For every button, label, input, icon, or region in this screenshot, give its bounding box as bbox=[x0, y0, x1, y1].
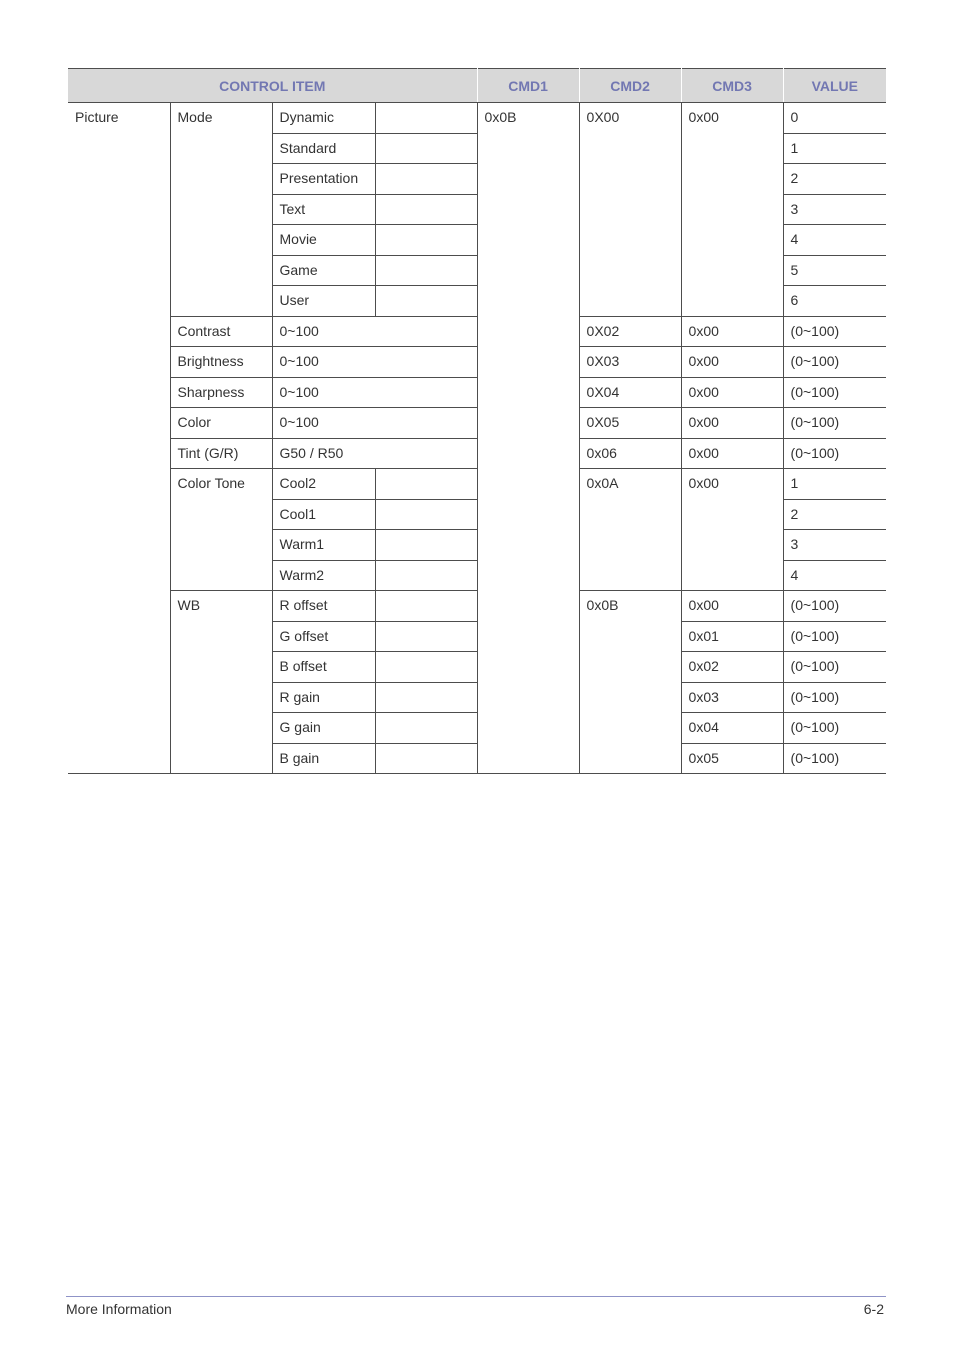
value-cell: (0~100) bbox=[783, 713, 886, 744]
table-row bbox=[68, 103, 886, 134]
range-cell: 0~100 bbox=[272, 377, 477, 408]
cmd3-cell: 0x03 bbox=[681, 682, 783, 713]
value-cell: (0~100) bbox=[783, 438, 886, 469]
cmd1-cell: 0x0B bbox=[477, 103, 579, 774]
table-row bbox=[68, 408, 886, 439]
item-name: Standard bbox=[272, 133, 375, 164]
item-name: Dynamic bbox=[272, 103, 375, 134]
item-name: G offset bbox=[272, 621, 375, 652]
cmd2-cell: 0X05 bbox=[579, 408, 681, 439]
item-name: Movie bbox=[272, 225, 375, 256]
cmd2-cell: 0X03 bbox=[579, 347, 681, 378]
header-cmd2: CMD2 bbox=[579, 69, 681, 103]
cmd2-cell: 0X02 bbox=[579, 316, 681, 347]
cmd3-cell: 0x04 bbox=[681, 713, 783, 744]
item-name: Warm1 bbox=[272, 530, 375, 561]
group-label-mode: Mode bbox=[170, 103, 272, 317]
group-label: Contrast bbox=[170, 316, 272, 347]
header-cmd3: CMD3 bbox=[681, 69, 783, 103]
group-label-color-tone: Color Tone bbox=[170, 469, 272, 591]
blank-cell bbox=[375, 255, 477, 286]
value-cell: 2 bbox=[783, 499, 886, 530]
value-cell: (0~100) bbox=[783, 591, 886, 622]
table-row bbox=[68, 347, 886, 378]
cmd2-cell: 0x0A bbox=[579, 469, 681, 591]
value-cell: 1 bbox=[783, 469, 886, 500]
value-cell: (0~100) bbox=[783, 347, 886, 378]
group-label: Brightness bbox=[170, 347, 272, 378]
group-label: Sharpness bbox=[170, 377, 272, 408]
item-name: Warm2 bbox=[272, 560, 375, 591]
blank-cell bbox=[375, 103, 477, 134]
group-label: Tint (G/R) bbox=[170, 438, 272, 469]
blank-cell bbox=[375, 133, 477, 164]
value-cell: (0~100) bbox=[783, 377, 886, 408]
table-row bbox=[68, 316, 886, 347]
blank-cell bbox=[375, 164, 477, 195]
item-name: G gain bbox=[272, 713, 375, 744]
blank-cell bbox=[375, 743, 477, 774]
range-cell: 0~100 bbox=[272, 408, 477, 439]
footer-page-number: 6-2 bbox=[863, 1301, 884, 1317]
cmd2-cell: 0X04 bbox=[579, 377, 681, 408]
value-cell: 2 bbox=[783, 164, 886, 195]
value-cell: 3 bbox=[783, 194, 886, 225]
category-cell: Picture bbox=[68, 103, 170, 774]
item-name: B gain bbox=[272, 743, 375, 774]
value-cell: 4 bbox=[783, 225, 886, 256]
blank-cell bbox=[375, 499, 477, 530]
table-row bbox=[68, 591, 886, 622]
group-label: Color bbox=[170, 408, 272, 439]
cmd2-cell: 0x06 bbox=[579, 438, 681, 469]
value-cell: 6 bbox=[783, 286, 886, 317]
item-name: Presentation bbox=[272, 164, 375, 195]
header-cmd1: CMD1 bbox=[477, 69, 579, 103]
cmd2-cell: 0X00 bbox=[579, 103, 681, 317]
header-value: VALUE bbox=[783, 69, 886, 103]
cmd3-cell: 0x00 bbox=[681, 377, 783, 408]
value-cell: (0~100) bbox=[783, 652, 886, 683]
footer-divider bbox=[66, 1296, 886, 1297]
table-row bbox=[68, 438, 886, 469]
item-name: R gain bbox=[272, 682, 375, 713]
control-table bbox=[68, 68, 886, 774]
value-cell: 3 bbox=[783, 530, 886, 561]
cmd3-cell: 0x00 bbox=[681, 316, 783, 347]
blank-cell bbox=[375, 194, 477, 225]
header-row bbox=[68, 69, 886, 103]
cmd3-cell: 0x01 bbox=[681, 621, 783, 652]
blank-cell bbox=[375, 591, 477, 622]
range-cell: 0~100 bbox=[272, 347, 477, 378]
cmd3-cell: 0x00 bbox=[681, 347, 783, 378]
blank-cell bbox=[375, 652, 477, 683]
item-name: Game bbox=[272, 255, 375, 286]
blank-cell bbox=[375, 225, 477, 256]
item-name: User bbox=[272, 286, 375, 317]
cmd3-cell: 0x00 bbox=[681, 438, 783, 469]
cmd3-cell: 0x00 bbox=[681, 408, 783, 439]
value-cell: 4 bbox=[783, 560, 886, 591]
blank-cell bbox=[375, 621, 477, 652]
item-name: Text bbox=[272, 194, 375, 225]
blank-cell bbox=[375, 469, 477, 500]
group-label-wb: WB bbox=[170, 591, 272, 774]
range-cell: 0~100 bbox=[272, 316, 477, 347]
value-cell: (0~100) bbox=[783, 621, 886, 652]
value-cell: (0~100) bbox=[783, 408, 886, 439]
table-row bbox=[68, 377, 886, 408]
blank-cell bbox=[375, 286, 477, 317]
blank-cell bbox=[375, 560, 477, 591]
value-cell: (0~100) bbox=[783, 743, 886, 774]
table-row bbox=[68, 469, 886, 500]
value-cell: (0~100) bbox=[783, 682, 886, 713]
blank-cell bbox=[375, 530, 477, 561]
header-control-item: CONTROL ITEM bbox=[68, 69, 477, 103]
value-cell: 1 bbox=[783, 133, 886, 164]
cmd3-cell: 0x02 bbox=[681, 652, 783, 683]
value-cell: 5 bbox=[783, 255, 886, 286]
value-cell: 0 bbox=[783, 103, 886, 134]
cmd3-cell: 0x00 bbox=[681, 591, 783, 622]
blank-cell bbox=[375, 682, 477, 713]
value-cell: (0~100) bbox=[783, 316, 886, 347]
item-name: Cool2 bbox=[272, 469, 375, 500]
cmd3-cell: 0x00 bbox=[681, 469, 783, 591]
cmd3-cell: 0x05 bbox=[681, 743, 783, 774]
item-name: R offset bbox=[272, 591, 375, 622]
footer-section-title: More Information bbox=[66, 1301, 172, 1317]
cmd2-cell: 0x0B bbox=[579, 591, 681, 774]
range-cell: G50 / R50 bbox=[272, 438, 477, 469]
item-name: B offset bbox=[272, 652, 375, 683]
cmd3-cell: 0x00 bbox=[681, 103, 783, 317]
blank-cell bbox=[375, 713, 477, 744]
item-name: Cool1 bbox=[272, 499, 375, 530]
